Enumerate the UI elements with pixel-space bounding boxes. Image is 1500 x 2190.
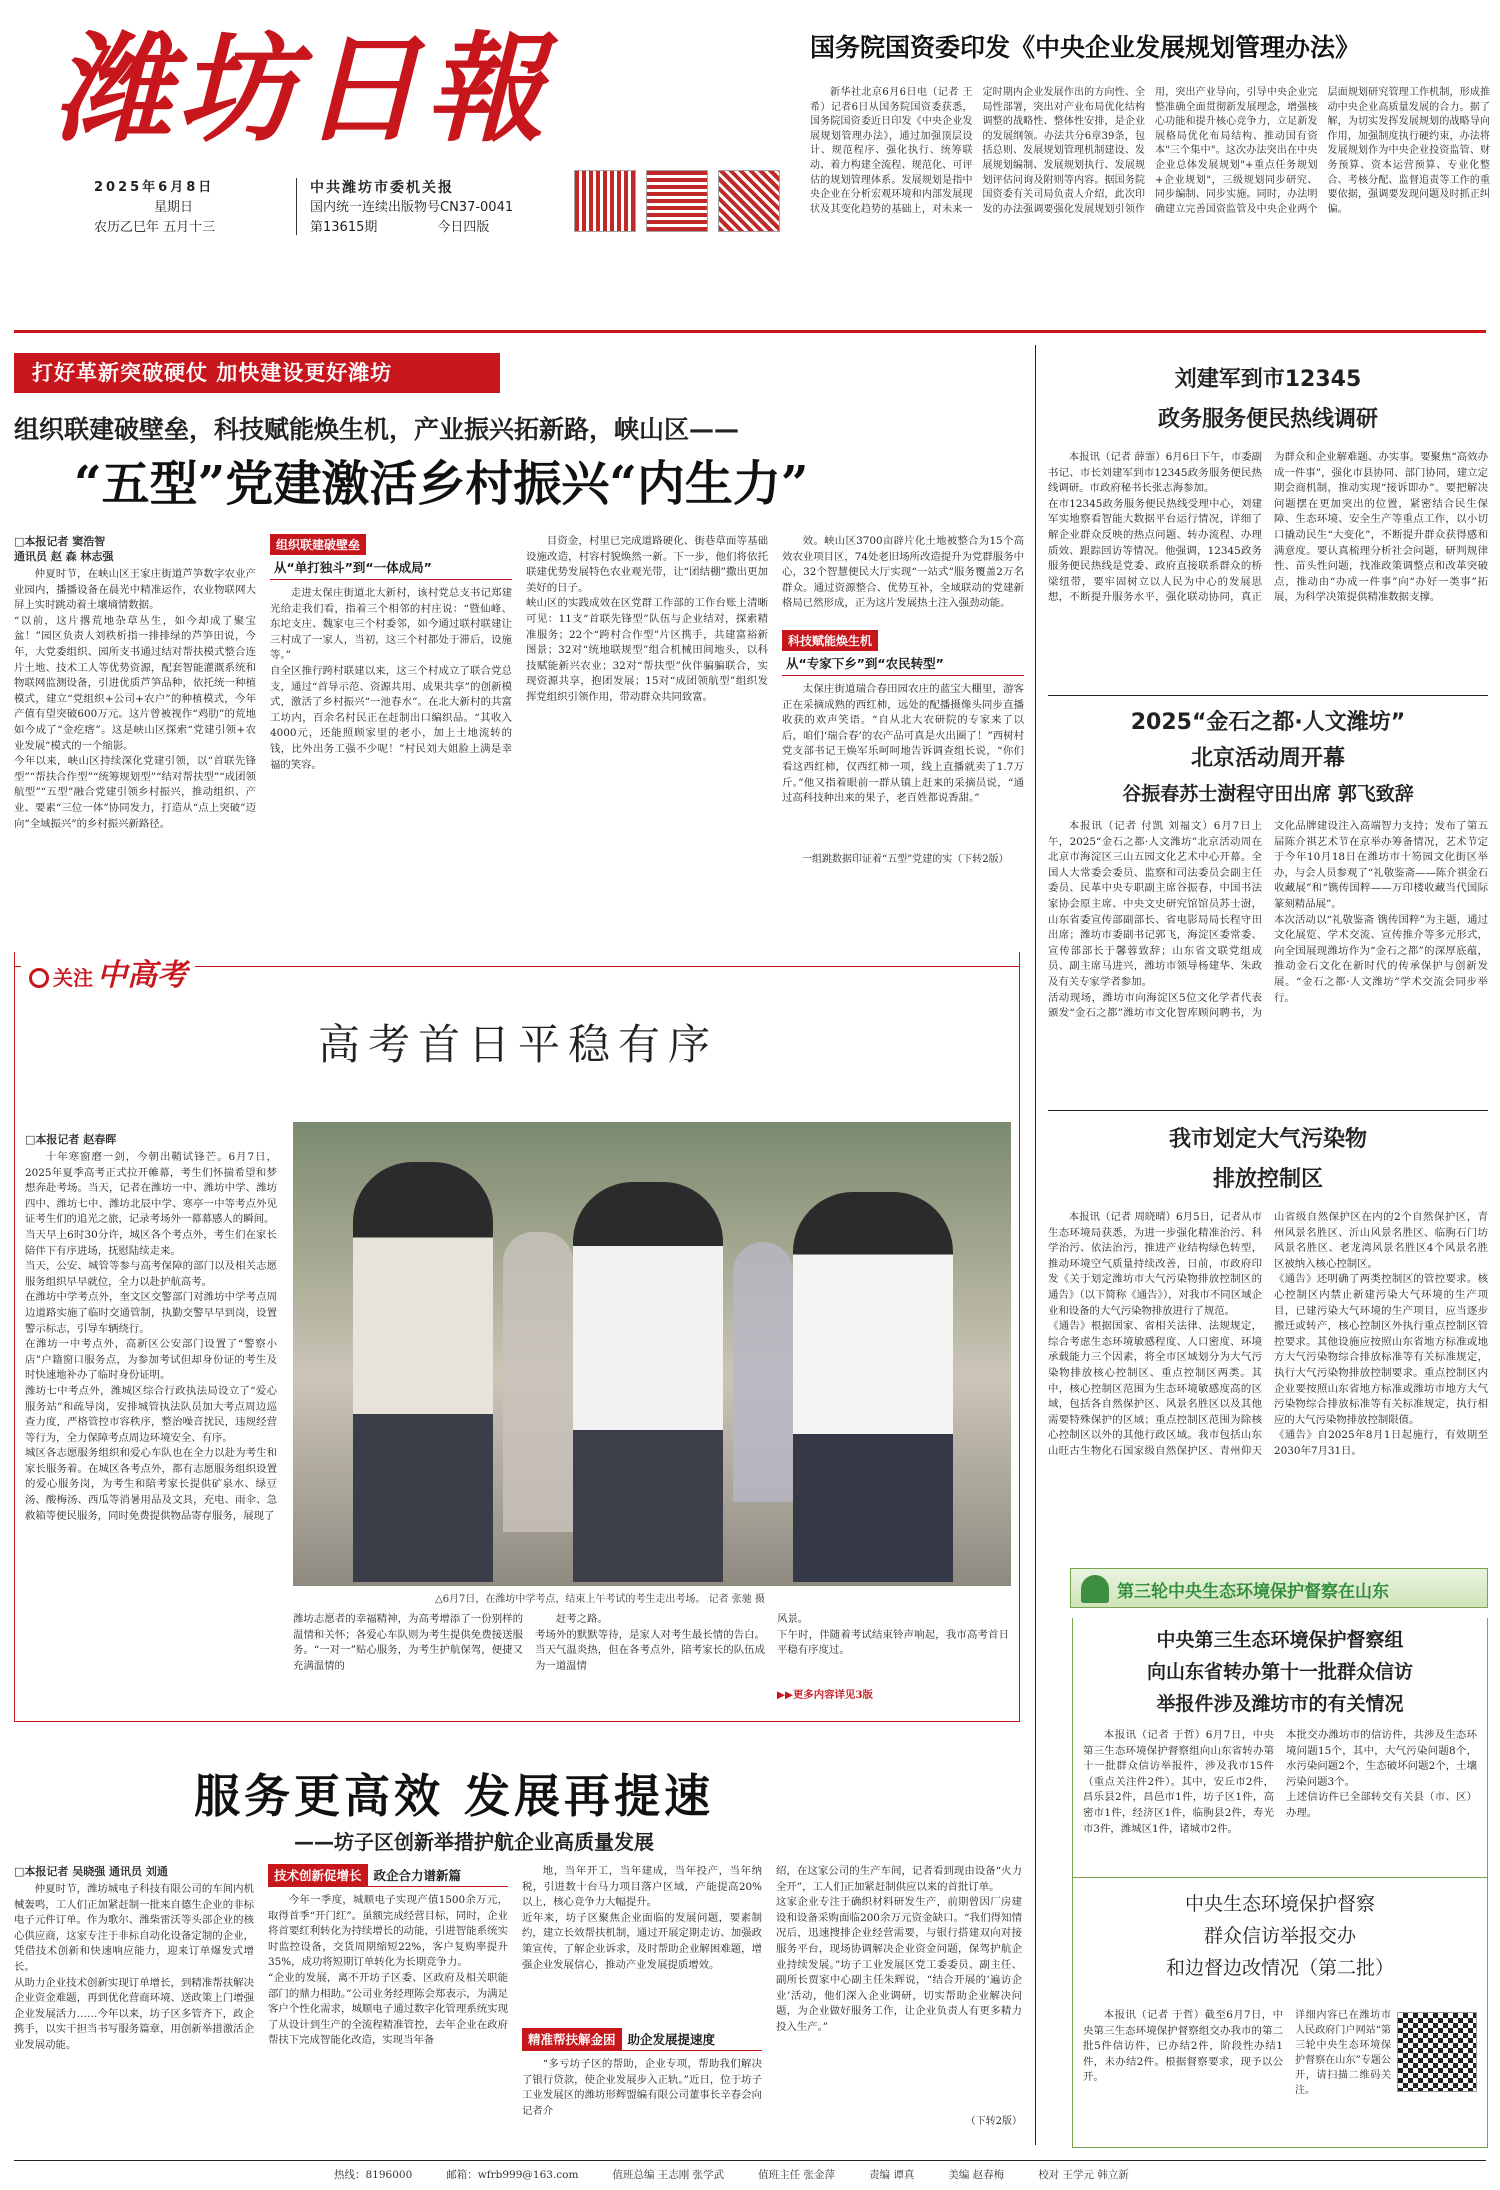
qr-code-right[interactable]	[646, 170, 708, 232]
target-icon	[29, 968, 49, 988]
publisher: 中共潍坊市委机关报	[310, 180, 454, 196]
eco-banner	[1070, 1568, 1488, 1608]
service-sub1-tag: 技术创新促增长	[268, 1864, 368, 1886]
footer-proof: 校对 王学元 韩立新	[1038, 2169, 1129, 2181]
lead-headline[interactable]: “五型”党建激活乡村振兴“内生力”	[74, 456, 809, 512]
lead-byline: □本报记者 窦浩智 通讯员 赵 森 林志强	[14, 535, 114, 563]
service-col3: 地，当年开工，当年建成，当年投产，当年纳税，引进数十台马力项目落户区域，产能提高20%以上，核心竞争力大幅提升。 近年来，坊子区聚焦企业面临的发展问题，要素制约，建立长效帮扶机制，通过开展定期走访、加强政策宣传，了解企业诉求，及时帮助企业解困难题，增强企业发展信心，推动产业发展提质增效。	[522, 1865, 762, 1971]
right5-headline[interactable]: 中央生态环境保护督察 群众信访举报交办 和边督边改情况（第二批）	[1165, 1893, 1394, 1979]
section-banner-text: 打好革新突破硬仗 加快建设更好潍坊	[32, 361, 393, 385]
footer-chief: 值班总编 王志刚 张学武	[612, 2169, 725, 2181]
qr-code-third[interactable]	[718, 170, 780, 232]
right-story-1	[1048, 360, 1488, 690]
footer-editor: 值班主任 张金萍	[758, 2169, 835, 2181]
lead-sub1: 从“单打独斗”到“一体成局”	[270, 555, 512, 580]
lead-col4: 效。峡山区3700亩辟片化土地被整合为15个高效农业项目区，74处老旧场所改造提升为党群服务中心，32个智慧便民大厅实现“一站式”服务覆盖2万名群众。通过资源整合、优势互补，全域联动的党建新格局已然形成，正为这片发展热土注入强劲动能。	[782, 535, 1024, 610]
qr-code-left[interactable]	[574, 170, 636, 232]
right1-body: 本报讯（记者 薛霏）6月6日下午，市委副书记、市长刘建军到市12345政务服务便民热线调研。市政府秘书长张志海参加。 在市12345政务服务便民热线受理中心，刘建军实地察看智能大数据平台运行情况，详细了解企业群众反映的热点问题、转办流程、办理质效、跟踪回访等情况。他强调，12345政务服务便民热线是党委、政府直接联系群众的桥梁纽带，要牢固树立以人民为中心的发展思想，不断提升服务水平，强化联动协同，真正为群众和企业解难题、办实事。要聚焦“高效办成一件事”，强化市县协同、部门协同，建立定期会商机制，推动实现“接诉即办”。要把解决问题摆在更加突出的位置，紧密结合民生保障、生态环境、安全生产等重点工作，以小切口撬动民生“大变化”，不断提升群众获得感和满意度。要认真梳理分析社会问题，研判规律性、苗头性问题，找准政策调整点和改革突破点，推动由“办成一件事”向“办好一类事”拓展，为科学决策提供精准数据支撑。	[1048, 451, 1488, 604]
lead-continued: 一组跳数据印证着“五型”党建的实（下转2版）	[802, 854, 1009, 865]
gaokao-more-link[interactable]: ▶▶更多内容详见3版	[777, 1689, 873, 1701]
gaokao-column-big: 中高考	[97, 958, 187, 993]
service-byline: □本报记者 吴晓强 通讯员 刘通	[14, 1865, 168, 1878]
service-col1: 仲夏时节，潍坊城电子科技有限公司的车间内机械轰鸣，工人们正加紧赶制一批来自德生企业的非标电子元件订单。作为歌尔、潍柴雷沃等头部企业的核心供应商，这家专注于非标自动化设备定制的企业，凭借技术创新和快速响应能力，迎来订单爆发式增长。 从助力企业技术创新实现订单增长，到精准帮扶解决企业资金难题，再到优化营商环境、送政策上门增强企业发展活力……今年以来，坊子区多管齐下，政企携手，以实干担当书写服务篇章，用创新举措激活企业发展动能。	[14, 1883, 254, 2051]
right3-headline[interactable]: 我市划定大气污染物 排放控制区	[1168, 1127, 1367, 1192]
gaokao-byline: □本报记者 赵春晖	[25, 1133, 117, 1146]
right2-headline[interactable]: 2025“金石之都·人文潍坊” 北京活动周开幕	[1130, 710, 1406, 771]
footer-hotline: 热线：8196000	[334, 2169, 413, 2181]
top-story	[810, 30, 1490, 320]
gaokao-col1: 十年寒窗磨一剑，今朝出鞘试锋芒。6月7日，2025年夏季高考正式拉开帷幕，考生们怀揣希望和梦想奔赴考场。当天，记者在潍坊一中、潍坊中学、潍坊四中、潍坊七中、潍坊北辰中学、寒亭一中等考点外见证考生们的追光之旅，记录考场外一幕幕感人的瞬间。 当天早上6时30分许，城区各个考点外，考生们在家长陪伴下有序进场，抚慰陆续走来。 当天，公安、城管等参与高考保障的部门以及相关志愿服务组织早早就位，全力以赴护航高考。 在潍坊中学考点外，奎文区交警部门对潍坊中学考点周边道路实施了临时交通管制，执勤交警早早到岗，设置警示标志，引导车辆绕行。 在潍坊一中考点外，高新区公安部门设置了“警察小店”户籍窗口服务点，为参加考试但却身份证的考生及时快速地补办了临时身份证明。 潍坊七中考点外，潍城区综合行政执法局设立了“爱心服务站”和疏导岗，安排城管执法队员加大考点周边巡查力度，严格管控市容秩序，整治噪音扰民，违规经营等行为，全力保障考点周边环境安全、有序。 城区各志愿服务组织和爱心车队也在全力以赴为考生和家长服务着。在城区各考点外，都有志愿服务组织设置的爱心服务岗，为考生和陪考家长提供矿泉水、绿豆汤、酸梅汤、西瓜等消暑用品及文具，充电、雨伞、急救箱等便民服务，同时免费提供物品寄存服务，展现了	[25, 1151, 277, 1522]
gaokao-headline[interactable]: 高考首日平稳有序	[317, 1020, 718, 1069]
right2-body: 本报讯（记者 付凯 刘福文）6月7日上午，2025“金石之都·人文潍坊”北京活动周在北京市海淀区三山五园文化艺术中心开幕。全国人大常委会委员、监察和司法委员会副主任委员、民革中央专职副主席谷振春，中国书法家协会原主席、中央文史研究馆馆员苏士澍，山东省委宣传部副部长、省电影局局长程守田出席；潍坊市委副书记郭飞，海淀区委常委、宣传部部长于馨蓉致辞；山东省文联党组成员、副主席马进兴，潍坊市领导杨建华、朱政及有关专家学者参加。 活动现场，潍坊市向海淀区5位文化学者代表颁发“金石之都”潍坊市文化智库顾问聘书，为文化品牌建设注入高端智力支持；发布了第五届陈介祺艺术节在京举办筹备情况，艺术节定于今年10月18日在潍坊市十笏园文化街区举办，与会人员参观了“礼敬鉴斋——陈介祺金石收藏展”和“镌传国粹——万印楼收藏当代国际篆刻精品展”。 本次活动以“礼敬鉴斋 镌传国粹”为主题，通过文化展览、学术交流、宣传推介等多元形式，向全国展现潍坊作为“金石之都”的深厚底蕴，推动金石文化在新时代的传承保护与创新发展。“金石之都·人文潍坊”学术交流会同步举行。	[1048, 820, 1488, 1020]
right2-subheadline: 谷振春苏士澍程守田出席 郭飞致辞	[1122, 783, 1414, 805]
lead-col4b: 太保庄街道瑞合春田园农庄的蓝宝大棚里，游客正在采摘成熟的西红柿，远处的配播摄像头同步直播收获的欢声笑语。“自从北大农研院的专家来了以后，咱们‘瑞合春’的农产品可真是火出圈了！”西树村党支部书记王焕军乐呵呵地告诉调查组长说，“你们看这西红柿，仅西红柿一项，线上直播就卖了1.7万斤。”他又指着眼前一群从镇上赶来的采摘员说，“通过高科技种出来的果子，老百姓都说香甜。”	[782, 683, 1024, 805]
service-col3b: “多亏坊子区的帮助，企业专项，帮助我们解决了银行贷款，使企业发展步入正轨。”近日，位于坊子工业发展区的潍坊形辉盟编有限公司董事长辛春会向记者介	[522, 2058, 762, 2117]
right1-headline[interactable]: 刘建军到市12345 政务服务便民热线调研	[1157, 367, 1378, 432]
top-story-headline[interactable]: 国务院国资委印发《中央企业发展规划管理办法》	[810, 33, 1361, 62]
lead-col2: 走进太保庄街道北大新村，该村党总支书记郑建光给走我们看，指着三个相邻的村庄说：“暨仙峰、东坨支庄、魏家屯三个村委邻，如今通过联村联建让三村成了一家人，当初，这三个村都处于滞后，设施等。” 自全区推行跨村联建以来，这三个村成立了联合党总支，通过“首导示范、资源共用、成果共享”的创新模式，激活了乡村振兴“一池春水”。在北大新村的共富工坊内，百余名村民正在赶制出口编织品。“其收入4000元，还能照顾家里的老小，加上土地流转的钱，比外出务工强不少呢！”村民刘大姐脸上满是幸福的笑容。	[270, 587, 512, 771]
top-story-body: 新华社北京6月6日电（记者 王希）记者6日从国务院国资委获悉，国务院国资委近日印发《中央企业发展规划管理办法》，通过加强顶层设计、规范程序、强化执行、统筹联动、着力构建全流程、规范化、可评估的规划管理体系。发展规划是指中央企业在分析宏观环境和内部发展现状及其变化趋势的基础上，对未来一定时期内企业发展作出的方向性、全局性部署，突出对产业布局优化结构调整的战略性、整体性安排，是企业的发展纲领。办法共分6章39条，包括总则、发展规划管理机制建设、发展规划编制、发展规划执行、发展规划评估问询及附则等内容。据国务院国资委有关司局负责人介绍，此次印发的办法强调要强化发展规划引领作用，突出产业导向，引导中央企业完整准确全面贯彻新发展理念，增强核心功能和提升核心竞争力，立足新发展格局优化布局结构、推动国有资本"三个集中"。这次办法突出在中央企业总体发展规划"+重点任务规划+企业规划"，三级规划同步研究、同步编制、同步实施。同时，办法明确建立完善国资监管及中央企业两个层面规划研究管理工作机制，形成推动中央企业高质量发展的合力。据了解，为切实发挥发展规划的战略导向作用，加强制度执行硬约束，办法将发展规划作为中央企业投资监管、财务预算、资本运营预算、专业化整合、考核分配、监督追责等工作的重要依据，强调要发现问题及时抓正纠偏。	[810, 87, 1490, 215]
footer-email: 邮箱：wfrb999@163.com	[446, 2169, 579, 2181]
lead-kicker: 组织联建破壁垒，科技赋能焕生机，产业振兴拓新路，峡山区——	[14, 415, 740, 444]
footer-duty: 责编 谭真	[869, 2169, 915, 2181]
footer-design: 美编 赵春梅	[948, 2169, 1005, 2181]
right3-body: 本报讯（记者 周晓晴）6月5日，记者从市生态环境局获悉，为进一步强化精准治污、科学治污、依法治污，推进产业结构绿色转型，推动环境空气质量持续改善，日前，市政府印发《关于划定潍坊市大气污染物排放控制区的通告》（以下简称《通告》），对我市不同区域企业和设备的大气污染物排放进行了规范。 《通告》根据国家、省相关法律、法规规定，综合考虑生态环境敏感程度、人口密度、环境承载能力三个因素，将全市区域划分为大气污染物排放核心控制区、重点控制区两类。其中，核心控制区范围为生态环境敏感度高的区域，包括各自然保护区、风景名胜区以及其他需要特殊保护的区域；重点控制区范围为除核心控制区以外的其他行政区域。我市包括山东山旺古生物化石国家级自然保护区、青州仰天山省级自然保护区在内的2个自然保护区，青州风景名胜区、沂山风景名胜区、临朐石门坊风景名胜区、老龙湾风景名胜区4个风景名胜区被纳入核心控制区。 《通告》还明确了两类控制区的管控要求。核心控制区内禁止新建污染大气环境的生产项目，已建污染大气环境的生产项目，应当逐步搬迁或转产，核心控制区外执行重点控制区管控要求。其他设施应按照山东省地方标准或地方大气污染物综合排放标准等有关标准规定，执行大气污染物排放控制要求。重点控制区内企业要按照山东省地方标准或潍坊市地方大气污染物综合排放标准等有关标准规定，执行相应的大气污染物排放控制限值。 《通告》自2025年8月1日起施行，有效期至2030年7月31日。	[1048, 1211, 1488, 1457]
gaokao-section	[14, 952, 1020, 1722]
service-sub2-tag: 精准帮扶解金困	[522, 2028, 622, 2050]
issue-weekday: 星期日	[154, 200, 194, 215]
service-continued: （下转2版）	[965, 2116, 1022, 2127]
page-count: 今日四版	[437, 220, 490, 235]
right5-body: 本报讯（记者 于哲）截至6月7日，中央第三生态环境保护督察组交办我市的第二批5件信访件，已办结2件，阶段性办结1件，未办结2件。根据督察要求，现予以公开。	[1083, 2009, 1283, 2084]
gaokao-column-label: 关注	[53, 966, 93, 990]
right4-body: 本报讯（记者 于哲）6月7日，中央第三生态环境保护督察组向山东省转办第十一批群众信访举报件，涉及我市15件（重点关注件2件）。其中，安丘市2件，昌乐县2件，昌邑市1件，坊子区1件，高密市1件，经济区1件，临朐县2件，寿光市3件，潍城区1件，诸城市2件。 本批交办潍坊市的信访件，共涉及生态环境问题15个，其中，大气污染问题8个，水污染问题2个，生态破坏问题2个，土壤污染问题3个。 上述信访件已全部转交有关县（市、区）办理。	[1083, 1729, 1477, 1835]
masthead	[14, 10, 874, 235]
right-story-4	[1072, 1618, 1488, 1878]
cn-number: 国内统一连续出版物号CN37-0041	[310, 200, 514, 215]
service-subheadline: ——坊子区创新举措护航企业高质量发展	[294, 1830, 654, 1854]
lead-sub2: 从“专家下乡”到“农民转型”	[782, 651, 1024, 676]
newspaper-logo: 潍坊日報	[54, 19, 551, 158]
lead-sub1-tag: 组织联建破壁垒	[270, 534, 366, 555]
service-col2: 今年一季度，城顺电子实现产值1500余万元，取得首季“开门红”。虽额完成经营目标，同时，企业将首要红利转化为持续增长的动能，引进智能系统实时监控设备，交货周期缩短22%，客户复购率提升35%，成功将短期订单转化为长期竞争力。 “企业的发展，离不开坊子区委、区政府及相关职能部门的鼎力相助。”公司业务经理陈会郑表示，为满足客户个性化需求，城顺电子通过数字化管理系统实现了从设计到生产的全流程精准管控，去年企业在政府帮扶下完成智能化改造，实现当年备	[268, 1894, 508, 2047]
right4-headline[interactable]: 中央第三生态环境保护督察组 向山东省转办第十一批群众信访 举报件涉及潍坊市的有关情况	[1146, 1629, 1413, 1715]
service-col4: 绍，在这家公司的生产车间，记者看到现由设备“火力全开”，工人们正加紧赶制供应以来的首批订单。 这家企业专注于确织材料研发生产，前期曾因厂房建设和设备采购面临200余万元资金缺口。“我们得知情况后，迅速搜排企业经营需要，与银行搭建双向对接服务平台，现场协调解决企业资金问题，保驾护航企业持续发展。”坊子工业发展区党工委委员、副主任、副所长贾家中心副主任朱辉说，“结合开展的‘遍访企业’活动，他们深入企业调研，切实帮助企业解决问题，为企业做好服务工作，让企业负责人有更多精力投入生产。”	[776, 1865, 1022, 2033]
lead-col1: 仲夏时节，在峡山区王家庄街道芦笋数字农业产业园内，播播设备在晨光中精准运作，农业物联网大屏上实时跳动着土壤墒情数据。 “以前，这片撂荒地杂草丛生，如今却成了聚宝盆！”园区负责人刘秩析指一排排绿的芦笋田说，今年，大党委组织、园所支书通过结对帮扶模式整合连片土地、技术工人等优势资源，配套智能灌溉系统和物联网监测设备，引进优质芦笋品种，依托统一种植模式，建立“党组织+公司+农户”的种植模式，今年产值有望突破600万元。这片曾被视作“鸡肋”的荒地如今成了“金疙瘩”。这是峡山区探索“党建引领+农业发展”模式的一个缩影。 今年以来，峡山区持续深化党建引领，以“首联先锋型”“帮扶合作型”“统筹规划型”“结对帮扶型”“成团领航型”“五型”融合党建引领乡村振兴，推动组织、产业、要素“三位一体”协同发力，打造从“点上突破”迈向“全域振兴”的乡村振兴新路径。	[14, 568, 256, 830]
lead-col3: 目资金，村里已完成道路硬化、街巷草面等基础设施改造，村容村貌焕然一新。下一步，他们将依托联建优势发展特色农业观光带，让“团结棚”撒出更加美好的日子。 峡山区的实践成效在区党群工作部的工作台账上清晰可见：11支“首联先锋型”队伍与企业结对，探索精准服务；22个“跨村合作型”片区携手，共建富裕新图景；32对“统地联规型”组合机械田间地头，以科技赋能新兴农业；32对“帮扶型”伙伴骗骗联合，实现资源共享，抱团发展；15对“成团领航型”组织发挥党组织引领作用，带动群众共同致富。	[526, 535, 768, 703]
right-story-3	[1048, 1120, 1488, 1520]
right-story-2	[1048, 705, 1488, 1105]
tree-icon	[1081, 1575, 1109, 1603]
gaokao-photo-caption: △6月7日，在潍坊中学考点，结束上午考试的考生走出考场。 记者 张驰 摄	[435, 1594, 765, 1605]
issue-number: 第13615期	[310, 220, 378, 235]
lunar-date: 农历乙巳年 五月十三	[94, 220, 216, 235]
lead-sub2-tag: 科技赋能焕生机	[782, 630, 878, 651]
eco-banner-text: 第三轮中央生态环境保护督察在山东	[1117, 1582, 1389, 1602]
right5-qr-code[interactable]	[1397, 2012, 1477, 2092]
gaokao-col2: 潍坊志愿者的幸福精神，为高考增添了一份别样的温情和关怀；各爱心车队则为考生提供免费接送服务。“一对一”贴心服务，为考生护航保驾，便捷又充满温情的	[293, 1613, 523, 1672]
gaokao-col4: 风景。 下午时，伴随着考试结束铃声响起，我市高考首日平稳有序度过。	[777, 1613, 1009, 1657]
issue-date: 2025年6月8日	[94, 180, 215, 195]
lead-story	[14, 412, 1024, 932]
gaokao-photo	[293, 1122, 1011, 1586]
footer	[14, 2164, 1486, 2186]
section-banner	[14, 353, 500, 393]
service-sub2: 助企发展提速度	[627, 2032, 716, 2047]
service-story	[14, 1760, 1024, 2140]
right5-qr-text: 详细内容已在潍坊市人民政府门户网站“第三轮中央生态环境保护督察在山东”专题公开，请扫描二维码关注。	[1295, 2010, 1391, 2096]
gaokao-col3: 赶考之路。 考场外的默默等待，是家人对考生最长情的告白。当天气温炎热，但在各考点外，陪考家长的队伍成为一道温情	[535, 1613, 765, 1672]
right-story-5	[1072, 1878, 1488, 2148]
service-sub1: 政企合力谱新篇	[373, 1868, 462, 1883]
service-headline[interactable]: 服务更高效 发展再提速	[194, 1769, 715, 1823]
